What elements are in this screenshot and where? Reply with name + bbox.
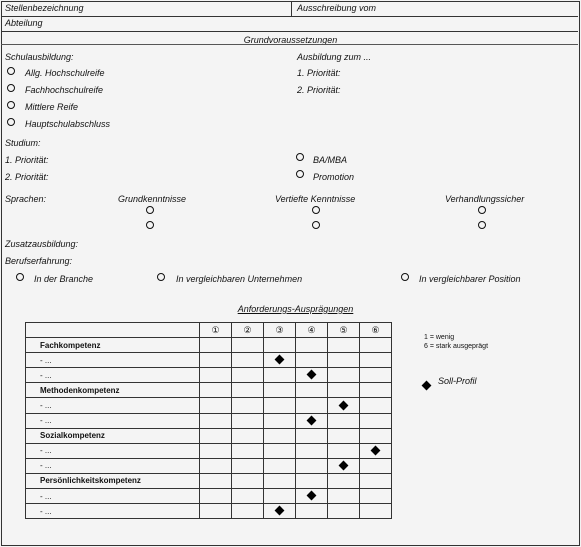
rating-cell[interactable] (264, 458, 296, 473)
competency-item: - ... (26, 353, 200, 368)
rating-cell[interactable] (264, 443, 296, 458)
competency-item: - ... (26, 489, 200, 504)
rating-cell[interactable] (296, 473, 328, 488)
schulausbildung-label: Schulausbildung: (5, 52, 74, 62)
rating-cell[interactable] (296, 338, 328, 353)
soll-profil-label: Soll-Profil (438, 376, 477, 386)
rating-cell[interactable] (328, 489, 360, 504)
rating-cell[interactable] (296, 428, 328, 443)
soll-profil-diamond-icon (307, 370, 317, 380)
competency-item: - ... (26, 504, 200, 519)
rating-cell[interactable] (200, 473, 232, 488)
table-row (26, 353, 392, 368)
table-row (26, 428, 392, 443)
scale-header-6: ⑥ (360, 323, 392, 338)
ausschreibung-label: Ausschreibung vom (297, 3, 377, 13)
rating-cell[interactable] (296, 443, 328, 458)
rating-cell[interactable] (232, 458, 264, 473)
ausbildung-label: Ausbildung zum ... (297, 52, 372, 62)
rating-cell[interactable] (296, 458, 328, 473)
rating-cell[interactable] (360, 504, 392, 519)
radio-ba-mba[interactable] (296, 153, 304, 161)
radio-in-der-branche[interactable] (16, 273, 24, 281)
rating-cell[interactable] (328, 443, 360, 458)
rating-cell[interactable] (360, 383, 392, 398)
scale-header-3: ③ (264, 323, 296, 338)
radio-sprache2-verhandlungssicher[interactable] (478, 221, 486, 229)
soll-profil-diamond-icon (371, 445, 381, 455)
rating-cell[interactable] (264, 338, 296, 353)
soll-profil-diamond-icon (307, 415, 317, 425)
rating-cell[interactable] (264, 473, 296, 488)
option-label: Hauptschulabschluss (25, 119, 111, 129)
rating-cell[interactable] (232, 473, 264, 488)
table-row (26, 504, 392, 519)
scale-header-1: ① (200, 323, 232, 338)
table-row (26, 338, 392, 353)
option-label: In vergleichbarer Position (419, 274, 521, 284)
rating-cell[interactable] (200, 443, 232, 458)
soll-profil-legend-icon (423, 376, 430, 394)
table-row (26, 473, 392, 488)
option-label: Allg. Hochschulreife (25, 68, 105, 78)
rating-cell[interactable] (232, 413, 264, 428)
rating-cell[interactable] (328, 428, 360, 443)
rating-cell[interactable] (360, 489, 392, 504)
rating-cell[interactable] (232, 489, 264, 504)
competency-item: - ... (26, 443, 200, 458)
rating-cell[interactable] (232, 353, 264, 368)
radio-vergleichbare-position[interactable] (401, 273, 409, 281)
rating-cell[interactable] (232, 398, 264, 413)
header-row-divider (1, 31, 578, 32)
rating-cell[interactable] (264, 428, 296, 443)
rating-cell[interactable] (264, 383, 296, 398)
rating-cell[interactable] (360, 338, 392, 353)
header-column-divider (291, 1, 292, 16)
rating-cell[interactable] (360, 353, 392, 368)
competency-heading: Methodenkompetenz (26, 383, 200, 398)
anforderungs-title: Anforderungs-Ausprägungen (237, 304, 354, 314)
ausbildung-prio2-label: 2. Priorität: (297, 85, 341, 95)
rating-cell[interactable] (296, 368, 328, 383)
rating-cell[interactable] (360, 443, 392, 458)
rating-cell[interactable] (296, 489, 328, 504)
rating-cell[interactable] (200, 413, 232, 428)
legend-wenig: 1 = wenig (424, 334, 455, 341)
rating-cell[interactable] (296, 383, 328, 398)
radio-sprache2-vertiefte-kenntnisse[interactable] (312, 221, 320, 229)
anforderungs-table (25, 322, 392, 519)
rating-cell[interactable] (328, 338, 360, 353)
zusatzausbildung-label: Zusatzausbildung: (5, 239, 79, 249)
rating-cell[interactable] (232, 428, 264, 443)
table-row (26, 398, 392, 413)
option-label: In vergleichbaren Unternehmen (176, 274, 303, 284)
rating-cell[interactable] (328, 353, 360, 368)
scale-header-4: ④ (296, 323, 328, 338)
table-row (26, 443, 392, 458)
radio-hauptschulabschluss[interactable] (7, 118, 15, 126)
rating-cell[interactable] (264, 353, 296, 368)
rating-cell[interactable] (200, 353, 232, 368)
stellenbezeichnung-label: Stellenbezeichnung (5, 3, 84, 13)
rating-cell[interactable] (328, 398, 360, 413)
table-header-row (26, 323, 392, 338)
competency-item: - ... (26, 458, 200, 473)
rating-cell[interactable] (232, 443, 264, 458)
sprachen-level-label: Verhandlungssicher (445, 194, 525, 204)
table-row (26, 368, 392, 383)
rating-cell[interactable] (328, 383, 360, 398)
radio-allg-hochschulreife[interactable] (7, 67, 15, 75)
radio-sprache2-grundkenntnisse[interactable] (146, 221, 154, 229)
rating-cell[interactable] (360, 428, 392, 443)
rating-cell[interactable] (296, 398, 328, 413)
rating-cell[interactable] (360, 413, 392, 428)
sprachen-level-label: Vertiefte Kenntnisse (275, 194, 356, 204)
radio-sprache1-verhandlungssicher[interactable] (478, 206, 486, 214)
legend-stark: 6 = stark ausgeprägt (424, 343, 489, 350)
rating-cell[interactable] (200, 428, 232, 443)
rating-cell[interactable] (200, 504, 232, 519)
radio-mittlere-reife[interactable] (7, 101, 15, 109)
grundvoraussetzungen-title: Grundvoraussetzungen (243, 35, 338, 45)
rating-cell[interactable] (200, 338, 232, 353)
ausbildung-prio1-label: 1. Priorität: (297, 68, 341, 78)
berufserfahrung-label: Berufserfahrung: (5, 256, 73, 266)
rating-cell[interactable] (328, 504, 360, 519)
competency-item: - ... (26, 368, 200, 383)
header-blank-cell (26, 323, 200, 338)
rating-cell[interactable] (232, 338, 264, 353)
rating-cell[interactable] (200, 458, 232, 473)
rating-cell[interactable] (264, 398, 296, 413)
radio-promotion[interactable] (296, 170, 304, 178)
abteilung-label: Abteilung (5, 18, 43, 28)
studium-prio2-label: 2. Priorität: (5, 172, 49, 182)
option-label: Mittlere Reife (25, 102, 79, 112)
competency-heading: Fachkompetenz (26, 338, 200, 353)
rating-cell[interactable] (328, 368, 360, 383)
header-row-divider (1, 16, 578, 17)
rating-cell[interactable] (264, 368, 296, 383)
radio-sprache1-grundkenntnisse[interactable] (146, 206, 154, 214)
rating-cell[interactable] (264, 489, 296, 504)
radio-fachhochschulreife[interactable] (7, 84, 15, 92)
scale-header-5: ⑤ (328, 323, 360, 338)
rating-cell[interactable] (328, 473, 360, 488)
rating-cell[interactable] (360, 458, 392, 473)
rating-cell[interactable] (264, 504, 296, 519)
rating-cell[interactable] (200, 368, 232, 383)
option-label: Fachhochschulreife (25, 85, 104, 95)
rating-cell[interactable] (200, 398, 232, 413)
rating-cell[interactable] (328, 413, 360, 428)
table-row (26, 383, 392, 398)
rating-cell[interactable] (296, 413, 328, 428)
rating-cell[interactable] (296, 504, 328, 519)
rating-cell[interactable] (200, 489, 232, 504)
soll-profil-diamond-icon (339, 460, 349, 470)
radio-sprache1-vertiefte-kenntnisse[interactable] (312, 206, 320, 214)
table-row (26, 458, 392, 473)
rating-cell[interactable] (232, 504, 264, 519)
studium-prio1-label: 1. Priorität: (5, 155, 49, 165)
rating-cell[interactable] (360, 473, 392, 488)
table-row (26, 489, 392, 504)
soll-profil-diamond-icon (275, 506, 285, 516)
scale-header-2: ② (232, 323, 264, 338)
rating-cell[interactable] (232, 383, 264, 398)
competency-heading: Sozialkompetenz (26, 428, 200, 443)
rating-cell[interactable] (296, 353, 328, 368)
rating-cell[interactable] (360, 368, 392, 383)
rating-cell[interactable] (200, 383, 232, 398)
option-label: Promotion (313, 172, 355, 182)
competency-item: - ... (26, 413, 200, 428)
rating-cell[interactable] (264, 413, 296, 428)
option-label: BA/MBA (313, 155, 348, 165)
section-divider (1, 44, 578, 45)
table-row (26, 413, 392, 428)
studium-label: Studium: (5, 138, 41, 148)
competency-item: - ... (26, 398, 200, 413)
rating-cell[interactable] (328, 458, 360, 473)
soll-profil-diamond-icon (275, 355, 285, 365)
sprachen-label: Sprachen: (5, 194, 47, 204)
radio-vergleichbare-unternehmen[interactable] (157, 273, 165, 281)
sprachen-level-label: Grundkenntnisse (118, 194, 187, 204)
soll-profil-diamond-icon (307, 491, 317, 501)
rating-cell[interactable] (360, 398, 392, 413)
soll-profil-diamond-icon (339, 400, 349, 410)
option-label: In der Branche (34, 274, 94, 284)
rating-cell[interactable] (232, 368, 264, 383)
competency-heading: Persönlichkeitskompetenz (26, 473, 200, 488)
